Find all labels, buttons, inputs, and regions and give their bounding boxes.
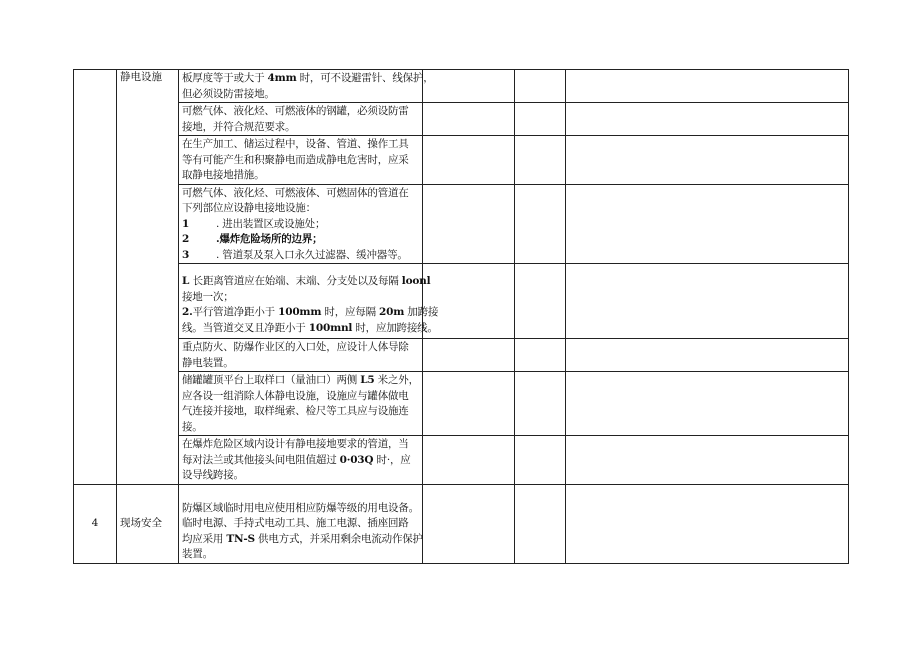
requirement-line: 应各设一组消除人体静电设施，设施应与罐体做电 [182, 389, 409, 402]
requirement-line: 在生产加工、储运过程中，设备、管道、操作工具 [182, 138, 409, 150]
requirement-line: 接。 [182, 420, 203, 433]
table-row [74, 136, 849, 185]
requirement-line: 可燃气体、液化烃、可燃液体、可燃固体的管道在 [182, 186, 409, 199]
list-text: . 管道泵及泵入口永久过滤器、缓冲器等。 [216, 248, 408, 261]
remarks-cell[interactable] [566, 264, 849, 339]
requirement-line: 下列部位应设静电接地设施： [182, 202, 316, 214]
requirement-cell [179, 484, 423, 563]
list-entry [182, 232, 420, 248]
requirement-line: 等有可能产生和积聚静电而造成静电危害时，应采 [182, 153, 409, 166]
result-cell[interactable] [515, 339, 566, 372]
requirement-line: 线。当管道交叉且净距小于 100mnl 时，应加跨接线。 [182, 321, 438, 334]
requirement-cell [179, 184, 423, 264]
check-cell[interactable] [423, 136, 515, 185]
table-row [74, 264, 849, 339]
list-number: 1 [182, 217, 190, 230]
check-cell[interactable] [423, 372, 515, 436]
remarks-cell[interactable] [566, 136, 849, 185]
list-number: 3 [182, 248, 190, 261]
table-row [74, 70, 849, 103]
requirement-line: 但必须设防雷接地。 [182, 87, 275, 100]
requirement-line: 静电装置。 [182, 356, 234, 369]
result-cell[interactable] [515, 136, 566, 185]
requirement-line: 在爆炸危险区域内设计有静电接地要求的管道，当 [182, 438, 409, 450]
list-text: . 进出装置区或设施处； [216, 217, 326, 230]
requirement-cell [179, 372, 423, 436]
requirement-line: 重点防火、防爆作业区的入口处，应设计人体导除 [182, 341, 409, 353]
category-label-site-safety: 现场安全 [117, 484, 179, 563]
requirement-line: 取静电接地措施。 [182, 169, 265, 181]
requirement-line: 均应采用 TN-S 供电方式，并采用剩余电流动作保护 [182, 532, 423, 545]
remarks-cell[interactable] [566, 484, 849, 563]
list-entry [182, 248, 420, 264]
table-row [74, 103, 849, 136]
check-cell[interactable] [423, 184, 515, 264]
requirement-cell [179, 264, 439, 339]
requirement-line: 2.平行管道净距小于 100mm 时，应每隔 20m 加跨接 [182, 306, 439, 318]
requirement-cell [179, 339, 423, 372]
requirement-line: 可燃气体、液化烃、可燃液体的钢罐，必须设防雷 [182, 105, 409, 117]
remarks-cell[interactable] [566, 339, 849, 372]
requirement-cell [179, 103, 423, 136]
result-cell[interactable] [515, 484, 566, 563]
category-label-static-facilities: 静电设施 [117, 70, 179, 485]
remarks-cell[interactable] [566, 436, 849, 485]
requirement-cell [179, 70, 434, 103]
result-cell[interactable] [515, 184, 566, 264]
requirement-cell [179, 136, 423, 185]
requirement-line: L 长距离管道应在始端、末端、分支处以及每隔 loonl [182, 275, 431, 287]
remarks-cell[interactable] [566, 184, 849, 264]
item-number-cell [74, 70, 117, 485]
remarks-cell[interactable] [566, 70, 849, 103]
table-row [74, 436, 849, 485]
requirement-line: 板厚度等于或大于 4mm 时，可不设避雷针、线保护， [182, 72, 434, 84]
check-cell[interactable] [423, 103, 515, 136]
requirement-line: 装置。 [182, 548, 213, 560]
requirement-cell [179, 436, 423, 485]
requirement-line: 防爆区域临时用电应使用相应防爆等级的用电设备。 [182, 501, 419, 514]
requirement-line: 接地一次； [182, 290, 234, 303]
requirement-line: 每对法兰或其他接头间电阻值超过 0·03Q 时·，应 [182, 453, 411, 466]
list-entry [182, 217, 420, 233]
table-row [74, 184, 849, 264]
check-cell[interactable] [423, 70, 515, 103]
requirement-line: 气连接并接地，取样绳索、检尺等工具应与设施连 [182, 405, 409, 417]
result-cell[interactable] [515, 264, 566, 339]
requirement-line: 设导线跨接。 [182, 469, 244, 481]
result-cell[interactable] [515, 436, 566, 485]
list-number: 2 [182, 233, 190, 245]
result-cell[interactable] [515, 372, 566, 436]
list-text: .爆炸危险场所的边界； [216, 233, 323, 245]
check-cell[interactable] [423, 484, 515, 563]
requirement-line: 临时电源、手持式电动工具、施工电源、插座回路 [182, 517, 409, 529]
check-cell[interactable] [423, 436, 515, 485]
requirement-line: 接地，并符合规范要求。 [182, 120, 296, 133]
item-number-cell: 4 [74, 484, 117, 563]
check-cell[interactable] [423, 339, 515, 372]
remarks-cell[interactable] [566, 103, 849, 136]
table-row [74, 484, 849, 563]
remarks-cell[interactable] [566, 372, 849, 436]
table-row [74, 339, 849, 372]
result-cell[interactable] [515, 70, 566, 103]
safety-checklist-table [73, 69, 849, 564]
table-row [74, 372, 849, 436]
requirement-line: 储罐罐顶平台上取样口（量油口）两侧 L5 米之外， [182, 374, 419, 386]
result-cell[interactable] [515, 103, 566, 136]
